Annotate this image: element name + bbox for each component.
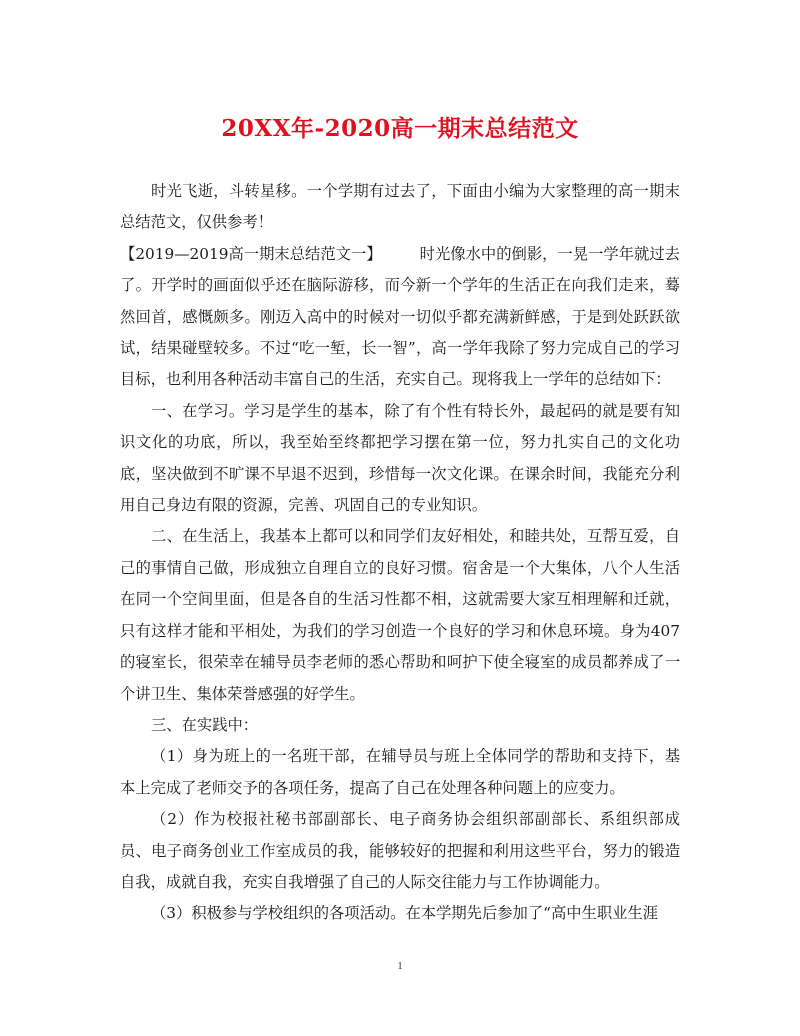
paragraph-practice-heading: 三、在实践中：: [151, 715, 259, 734]
section-lead-text: 时光像水中的倒影，一晃一学年就过去了。开学时的画面似乎还在脑际游移，而今新一个学年的生活正在向我们走来，蓦然回首，感慨颇多。刚迈入高中的时候对一切似乎都充满新鲜感，于是到处跃跃欲试，结果碰壁较多。不过“吃一堑，长一智”，高一学年我除了努力完成自己的学习目标，也利用各种活动丰富自己的生活，充实自己。现将我上一学年的总结如下：: [120, 244, 680, 389]
section-first-paragraph: [120, 239, 680, 396]
paragraph-study: 一、在学习。学习是学生的基本，除了有个性有特长外，最起码的就是要有知识文化的功底，所以，我至始至终都把学习摆在第一位，努力扎实自己的文化功底，坚决做到不旷课不早退不迟到，珍惜每一次文化课。在课余时间，我能充分利用自己身边有限的资源，完善、巩固自己的专业知识。: [120, 401, 680, 515]
intro-paragraph: 时光飞逝，斗转星移。一个学期有过去了，下面由小编为大家整理的高一期末总结范文，仅供参考！: [120, 182, 680, 232]
page-number: 1: [397, 960, 403, 972]
paragraph-practice-item-1: （1）身为班上的一名班干部，在辅导员与班上全体同学的帮助和支持下，基本上完成了老师交予的各项任务，提高了自己在处理各种问题上的应变力。: [120, 747, 680, 797]
document-title: 20XX年-2020高一期末总结范文: [221, 115, 579, 142]
paragraph-practice-item-2: （2）作为校报社秘书部副部长、电子商务协会组织部副部长、系组织部成员、电子商务创业工作室成员的我，能够较好的把握和利用这些平台，努力的锻造自我，成就自我，充实自我增强了自己的人际交往能力与工作协调能力。: [120, 810, 680, 891]
paragraph-life: 二、在生活上，我基本上都可以和同学们友好相处，和睦共处，互帮互爱，自己的事情自己做，形成独立自理自立的良好习惯。宿舍是一个大集体，八个人生活在同一个空间里面，但是各自的生活习性都不相，这就需要大家互相理解和迁就，只有这样才能和平相处，为我们的学习创造一个良好的学习和休息环境。身为407的寝室长，很荣幸在辅导员李老师的悉心帮助和呵护下使全寝室的成员都养成了一个讲卫生、集体荣誉感强的好学生。: [120, 527, 680, 703]
document-body: [120, 176, 680, 930]
section-heading: 【2019—2019高一期末总结范文一】: [120, 244, 382, 263]
paragraph-practice-item-3: （3）积极参与学校组织的各项活动。在本学期先后参加了“高中生职业生涯: [151, 904, 659, 923]
